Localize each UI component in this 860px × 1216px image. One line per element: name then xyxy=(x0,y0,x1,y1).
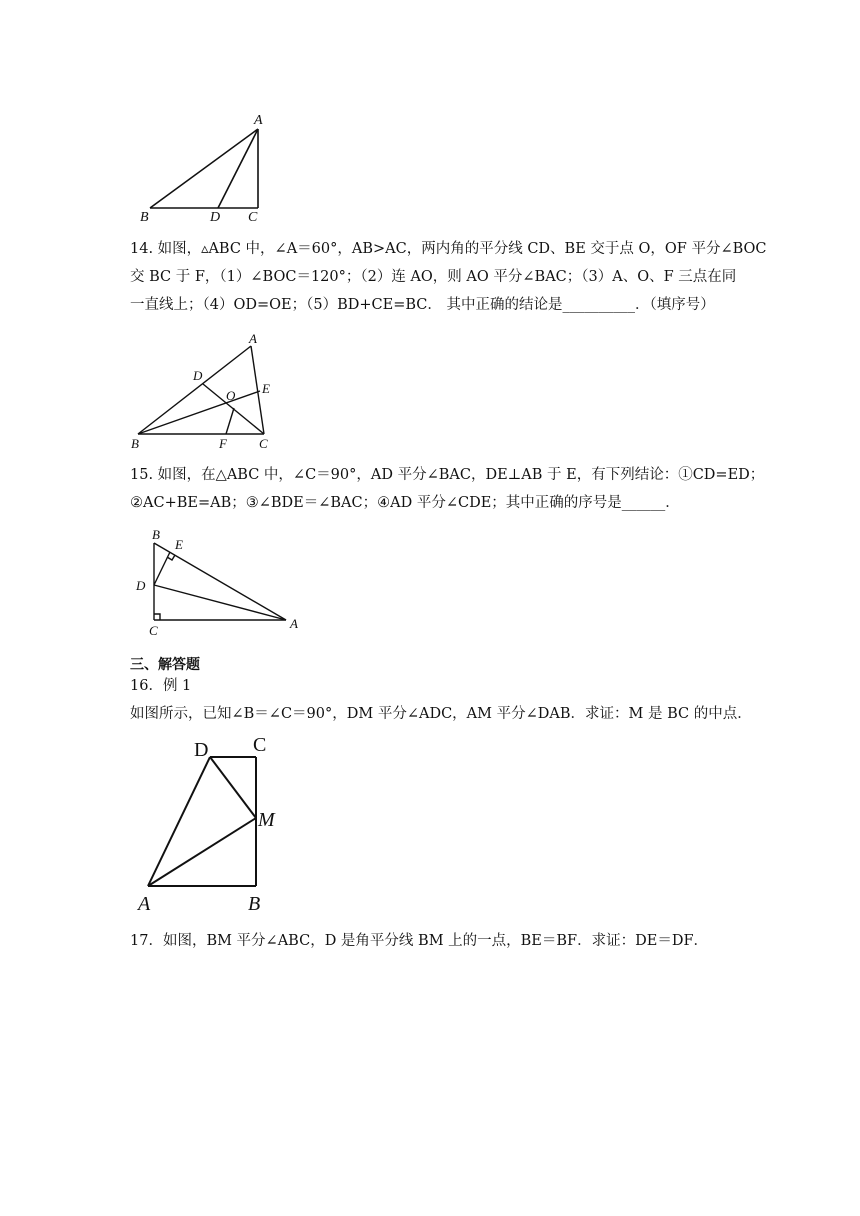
label-m: M xyxy=(258,809,275,831)
label-a: A xyxy=(254,113,263,128)
q16-line-1: 16．例 1 xyxy=(130,678,192,694)
q15-line-1: 15. 如图，在△ABC 中，∠C＝90°，AD 平分∠BAC，DE⊥AB 于 E，有下列结论：①CD=ED； xyxy=(130,467,765,483)
segment-be xyxy=(138,391,260,434)
q14-line-1: 14. 如图，▵ABC 中，∠A＝60°，AB>AC，两内角的平分线 CD、BE 交于点 O，OF 平分∠BOC xyxy=(130,241,767,257)
segment-of xyxy=(226,408,234,434)
q16-line-2: 如图所示，已知∠B＝∠C＝90°，DM 平分∠ADC，AM 平分∠DAB．求证：M 是 BC 的中点． xyxy=(130,706,752,722)
figure-q13 xyxy=(130,105,290,230)
label-c: C xyxy=(149,623,158,638)
label-c: C xyxy=(248,210,258,225)
label-c: C xyxy=(259,436,268,451)
label-a: A xyxy=(138,893,151,912)
label-b: B xyxy=(131,436,139,451)
label-o: O xyxy=(226,388,236,403)
label-b: B xyxy=(152,527,160,542)
q14-line-2: 交 BC 于 F，（1）∠BOC＝120°；（2）连 AO，则 AO 平分∠BAC；（3）A、O、F 三点在同 xyxy=(130,269,737,285)
segment-ab xyxy=(150,129,258,208)
segment-ba xyxy=(154,543,286,620)
section-heading: 三、解答题 xyxy=(130,657,200,673)
segment-da xyxy=(154,585,286,620)
label-f: F xyxy=(219,436,227,451)
q17-line-1: 17．如图，BM 平分∠ABC，D 是角平分线 BM 上的一点，BE＝BF．求证：DE＝DF． xyxy=(130,933,709,949)
label-d: D xyxy=(194,739,209,761)
label-a: A xyxy=(290,616,298,631)
label-d: D xyxy=(193,368,203,383)
segment-ad xyxy=(218,129,258,208)
label-c: C xyxy=(253,734,267,756)
right-angle-c xyxy=(154,614,160,620)
q14-line-3: 一直线上；（4）OD=OE；（5）BD+CE=BC． 其中正确的结论是__________．（填序号） xyxy=(130,297,715,313)
figure-q15 xyxy=(128,525,313,640)
segment-dm xyxy=(210,757,256,818)
label-d: D xyxy=(136,578,146,593)
label-e: E xyxy=(262,381,270,396)
figure-q14 xyxy=(125,330,285,455)
question-14 xyxy=(130,235,767,319)
question-15 xyxy=(130,461,765,517)
q15-line-2: ②AC+BE=AB；③∠BDE＝∠BAC；④AD 平分∠CDE；其中正确的序号是______． xyxy=(130,495,680,511)
label-a: A xyxy=(249,331,257,346)
label-d: D xyxy=(210,210,221,225)
figure-q16 xyxy=(130,732,290,912)
label-b: B xyxy=(248,893,261,912)
label-e: E xyxy=(175,537,183,552)
label-b: B xyxy=(140,210,149,225)
